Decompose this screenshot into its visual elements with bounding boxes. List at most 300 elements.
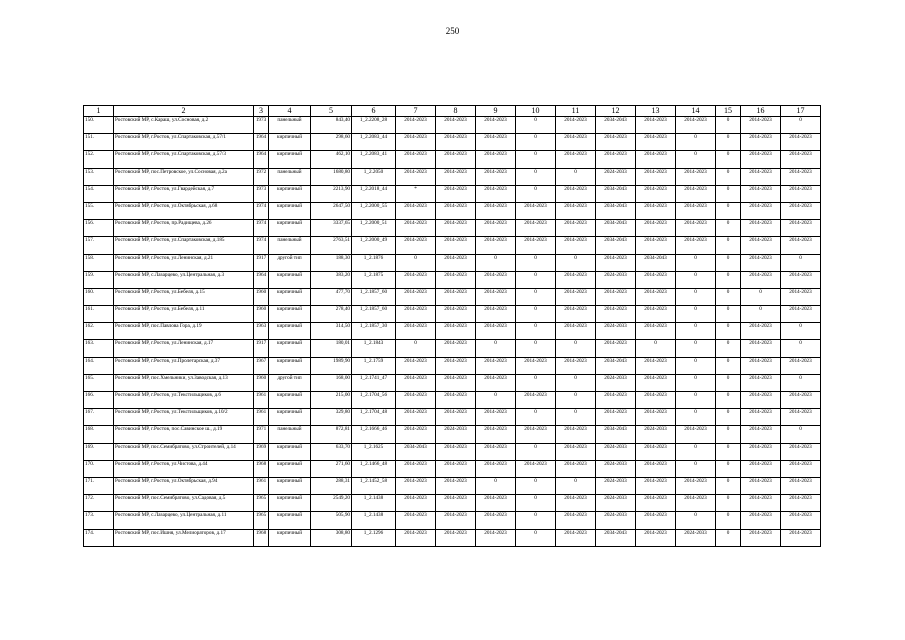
table-cell: 2014-2023 [781,495,821,512]
table-cell: 1_2.2000_55 [352,202,396,219]
address-cell: Ростовский МР, пос.Семибратово, ул.Садовая, д.5 [114,495,254,512]
table-cell: 1_2.2000_49 [352,237,396,254]
table-cell: 2014-2023 [516,426,556,443]
table-cell: кирпичный [269,340,311,357]
table-cell: 2014-2023 [476,202,516,219]
row-number: 164. [84,357,114,374]
table-cell: 0 [516,512,556,529]
table-cell: 2014-2023 [596,340,636,357]
row-number: 155. [84,202,114,219]
table-cell: другой тип [269,254,311,271]
table-cell: 2014-2023 [476,168,516,185]
table-cell: 2014-2023 [556,271,596,288]
table-cell: 2647,50 [311,202,352,219]
table-cell: 2014-2023 [741,151,781,168]
table-cell: кирпичный [269,323,311,340]
table-cell: 2014-2023 [636,202,676,219]
table-cell: 1_2.2000_51 [352,220,396,237]
table-row [84,460,821,477]
row-number: 165. [84,374,114,391]
table-cell: 1_2.1857_60 [352,306,396,323]
table-cell: 1_2.1876 [352,254,396,271]
table-cell: 2014-2023 [636,357,676,374]
table-cell: 0 [781,117,821,134]
column-header-17: 17 [781,106,821,117]
table-cell: 2014-2023 [676,477,716,494]
table-cell: 2014-2023 [476,495,516,512]
table-cell: 0 [516,409,556,426]
table-cell: 0 [716,477,741,494]
address-cell: Ростовский МР, г.Ростов, ул.Текстильщиков, д.10/2 [114,409,254,426]
column-header-6: 6 [352,106,396,117]
table-cell: 1972 [254,168,269,185]
column-header-14: 14 [676,106,716,117]
table-cell: 2014-2023 [436,254,476,271]
table-cell: 2014-2023 [556,202,596,219]
table-cell: 1_2.1857_30 [352,323,396,340]
table-cell: 1_2.1843 [352,340,396,357]
address-cell: Ростовский МР, с.Лазарцево, ул.Центральная, д.3 [114,271,254,288]
table-cell: 0 [741,306,781,323]
table-row [84,529,821,546]
table-cell: 0 [676,374,716,391]
table-cell: 0 [716,271,741,288]
table-cell: 2763,51 [311,237,352,254]
table-cell: 2014-2023 [436,202,476,219]
table-cell: 1680,80 [311,168,352,185]
table-cell: 2014-2023 [396,168,436,185]
table-cell: 2014-2023 [556,134,596,151]
table-cell: 2014-2023 [556,237,596,254]
table-cell: 2014-2023 [636,512,676,529]
table-cell: 2014-2023 [476,409,516,426]
table-cell: 0 [676,288,716,305]
table-cell: 2034-2043 [596,220,636,237]
table-cell: 2014-2023 [396,202,436,219]
table-cell: 1_2.1625 [352,443,396,460]
table-cell: 0 [476,392,516,409]
table-cell: 0 [516,288,556,305]
table-cell: 2034-2043 [596,202,636,219]
table-row [84,357,821,374]
table-cell: 2014-2023 [396,426,436,443]
table-cell: 2014-2023 [436,477,476,494]
table-cell: 2024-2033 [596,271,636,288]
table-cell: 180,01 [311,340,352,357]
table-cell: 1_2.1857_60 [352,288,396,305]
table-cell: 2014-2023 [741,357,781,374]
row-number: 166. [84,392,114,409]
table-cell: 1974 [254,202,269,219]
table-cell: 0 [716,202,741,219]
table-cell: 0 [716,460,741,477]
table-cell: 1973 [254,117,269,134]
column-header-4: 4 [269,106,311,117]
table-cell: 2014-2023 [741,409,781,426]
table-cell: 1964 [254,271,269,288]
table-cell: 0 [516,254,556,271]
table-row [84,254,821,271]
table-cell: 2014-2023 [516,202,556,219]
table-cell: 0 [516,117,556,134]
table-cell: 1964 [254,134,269,151]
table-cell: 2014-2023 [781,460,821,477]
table-cell: 0 [676,271,716,288]
table-cell: 288,31 [311,477,352,494]
table-cell: 0 [676,460,716,477]
table-cell: 2014-2023 [636,460,676,477]
table-cell: 1_2.1704_48 [352,409,396,426]
table-cell: 2014-2023 [476,185,516,202]
column-header-7: 7 [396,106,436,117]
table-cell: 2014-2023 [636,185,676,202]
table-row [84,323,821,340]
row-number: 156. [84,220,114,237]
row-number: 162. [84,323,114,340]
table-cell: 0 [516,340,556,357]
table-cell: 1971 [254,426,269,443]
table-cell: 0 [716,495,741,512]
table-cell: 2014-2023 [781,134,821,151]
table-cell: 0 [716,392,741,409]
table-cell: 2014-2023 [596,288,636,305]
column-header-15: 15 [716,106,741,117]
table-cell: панельный [269,168,311,185]
table-cell: кирпичный [269,460,311,477]
column-header-11: 11 [556,106,596,117]
table-cell: 1967 [254,357,269,374]
table-cell: 2014-2023 [396,134,436,151]
row-number: 154. [84,185,114,202]
table-cell: 2014-2023 [476,117,516,134]
table-cell: 0 [516,323,556,340]
row-number: 174. [84,529,114,546]
table-cell: 2014-2023 [516,392,556,409]
row-number: 169. [84,443,114,460]
row-number: 167. [84,409,114,426]
column-header-13: 13 [636,106,676,117]
table-row [84,374,821,391]
table-cell: 2014-2023 [636,151,676,168]
table-cell: 843,40 [311,117,352,134]
table-cell: 0 [716,323,741,340]
column-header-12: 12 [596,106,636,117]
table-cell: 2014-2023 [396,237,436,254]
row-number: 161. [84,306,114,323]
table-cell: 2014-2023 [596,134,636,151]
table-cell: 2014-2023 [436,151,476,168]
table-cell: 2014-2023 [596,409,636,426]
table-cell: 2014-2023 [636,323,676,340]
table-cell: 2014-2023 [781,512,821,529]
table-row [84,220,821,237]
table-cell: 2014-2023 [741,529,781,546]
table-cell: 2014-2023 [476,306,516,323]
table-cell: 0 [716,529,741,546]
table-cell: 2014-2023 [636,443,676,460]
table-cell: другой тип [269,374,311,391]
table-cell: 2014-2023 [636,529,676,546]
table-cell: 1968 [254,529,269,546]
table-cell: 0 [476,254,516,271]
table-cell: 2024-2033 [596,495,636,512]
table-cell: 2014-2023 [396,477,436,494]
table-cell: 1960 [254,306,269,323]
table-cell: 2014-2023 [741,512,781,529]
table-cell: 2014-2023 [676,426,716,443]
table-cell: 0 [556,374,596,391]
table-cell: 1_2.1296 [352,529,396,546]
address-cell: Ростовский МР, г.Ростов, ул.Спартаковская, д.57/3 [114,151,254,168]
table-cell: 2014-2023 [636,220,676,237]
table-cell: 0 [516,185,556,202]
table-cell: 2014-2023 [676,220,716,237]
address-cell: Ростовский МР, г.Ростов, ул.Октябрьская, д.94 [114,477,254,494]
table-row [84,202,821,219]
table-cell: 0 [516,495,556,512]
table-cell: 0 [716,151,741,168]
table-cell: 2014-2023 [781,357,821,374]
table-cell: панельный [269,237,311,254]
table-cell: 2014-2023 [636,237,676,254]
table-cell: 1_2.2018_44 [352,185,396,202]
table-cell: 278,40 [311,306,352,323]
table-cell: 1_2.2050 [352,168,396,185]
address-cell: Ростовский МР, г.Ростов, ул.Чистова, д.44 [114,460,254,477]
table-cell: 1_2.1875 [352,271,396,288]
table-cell: 0 [716,306,741,323]
row-number: 170. [84,460,114,477]
table-cell: 1968 [254,460,269,477]
table-cell: 2014-2023 [436,288,476,305]
table-cell: 1973 [254,185,269,202]
table-cell: 2014-2023 [781,185,821,202]
table-cell: 872,81 [311,426,352,443]
table-cell: кирпичный [269,202,311,219]
table-cell: 2014-2023 [476,237,516,254]
table-cell: 1_2.2208_28 [352,117,396,134]
table-cell: кирпичный [269,151,311,168]
table-cell: 1974 [254,237,269,254]
table-cell: 0 [716,288,741,305]
table-cell: 2014-2023 [741,202,781,219]
table-cell: 2014-2023 [781,443,821,460]
table-cell: 0 [781,374,821,391]
table-cell: 1989,90 [311,357,352,374]
table-cell: 2014-2023 [436,495,476,512]
table-cell: 1917 [254,340,269,357]
table-cell: 308,80 [311,529,352,546]
table-cell: 0 [676,392,716,409]
table-cell: 0 [716,340,741,357]
table-cell: 2014-2023 [741,495,781,512]
table-cell: 2014-2023 [396,271,436,288]
table-cell: 2014-2023 [516,237,556,254]
table-cell: 2014-2023 [676,202,716,219]
table-cell: 2014-2023 [741,168,781,185]
table-row [84,168,821,185]
table-cell: 0 [716,409,741,426]
address-cell: Ростовский МР, г.Ростов, ул.Ленинская, д.17 [114,340,254,357]
column-header-2: 2 [114,106,254,117]
table-cell: 1_2.1438 [352,512,396,529]
table-cell: 383,20 [311,271,352,288]
table-cell: 2014-2023 [396,512,436,529]
table-cell: 2014-2023 [676,237,716,254]
table-cell: 2014-2023 [436,340,476,357]
table-cell: 2014-2023 [556,220,596,237]
table-cell: кирпичный [269,443,311,460]
table-row [84,340,821,357]
table-cell: 2213,90 [311,185,352,202]
table-cell: 0 [556,409,596,426]
table-cell: 1917 [254,254,269,271]
column-header-1: 1 [84,106,114,117]
table-row [84,426,821,443]
table-cell: 0 [676,306,716,323]
table-cell: 2014-2023 [781,477,821,494]
table-cell: 2014-2023 [556,306,596,323]
table-cell: 2014-2023 [556,512,596,529]
table-cell: 1960 [254,288,269,305]
column-header-16: 16 [741,106,781,117]
table-cell: 2014-2023 [741,460,781,477]
table-cell: 0 [676,134,716,151]
table-cell: 0 [676,357,716,374]
table-cell: 2014-2023 [636,477,676,494]
table-cell: * [396,185,436,202]
table-cell: 2014-2023 [741,134,781,151]
table-cell: 477,70 [311,288,352,305]
table-cell: кирпичный [269,529,311,546]
table-cell: 2014-2023 [741,392,781,409]
table-cell: 1964 [254,151,269,168]
table-cell: панельный [269,426,311,443]
table-cell: кирпичный [269,185,311,202]
table-cell: 0 [716,117,741,134]
address-cell: Ростовский МР, с.Караш, ул.Сосновая, д.2 [114,117,254,134]
address-cell: Ростовский МР, г.Ростов, ул.Пролетарская, д.37 [114,357,254,374]
table-cell: 0 [556,392,596,409]
table-cell: 2014-2023 [636,495,676,512]
table-cell: 2034-2043 [596,237,636,254]
table-cell: 2014-2023 [636,288,676,305]
table-cell: 2014-2023 [636,409,676,426]
table-cell: 2014-2023 [396,151,436,168]
address-cell: Ростовский МР, пос.Ишня, ул.Мелиораторов, д.17 [114,529,254,546]
column-header-10: 10 [516,106,556,117]
table-cell: 0 [476,477,516,494]
address-cell: Ростовский МР, г.Ростов, ул.Ленинская, д.21 [114,254,254,271]
table-cell: 505,90 [311,512,352,529]
table-cell: 2014-2023 [556,460,596,477]
table-cell: 2014-2023 [781,288,821,305]
table-cell: 2024-2033 [596,460,636,477]
table-cell: 2014-2023 [636,392,676,409]
table-cell: 1_2.2083_41 [352,151,396,168]
table-cell: 0 [781,426,821,443]
table-cell: 2014-2023 [516,357,556,374]
row-number: 158. [84,254,114,271]
table-row [84,237,821,254]
table-cell: 2014-2023 [436,271,476,288]
table-cell: 2014-2023 [476,134,516,151]
table-cell: кирпичный [269,409,311,426]
table-cell: 2014-2023 [556,495,596,512]
housing-register-table [83,105,821,547]
table-cell: 0 [556,254,596,271]
table-cell: 329,80 [311,409,352,426]
table-cell: 0 [516,374,556,391]
table-cell: 2014-2023 [556,529,596,546]
table-cell: 0 [781,340,821,357]
address-cell: Ростовский МР, пос.Хмельники, ул.Заводская, д.13 [114,374,254,391]
table-cell: 0 [676,323,716,340]
table-row [84,134,821,151]
table-cell: 1969 [254,443,269,460]
table-cell: 0 [516,168,556,185]
table-cell: 2014-2023 [436,168,476,185]
table-cell: 0 [716,512,741,529]
table-cell: 633,70 [311,443,352,460]
table-cell: 0 [741,288,781,305]
table-cell: 2024-2033 [596,323,636,340]
table-cell: 2014-2023 [396,529,436,546]
table-cell: 2014-2023 [781,271,821,288]
table-cell: 2014-2023 [781,409,821,426]
table-cell: 1961 [254,477,269,494]
table-cell: 0 [556,340,596,357]
table-row [84,306,821,323]
table-row [84,512,821,529]
table-cell: 2014-2023 [741,443,781,460]
address-cell: Ростовский МР, г.Ростов, ул.Гвардейская, д.7 [114,185,254,202]
address-cell: Ростовский МР, пос.Петровское, ул.Сосновая, д.2а [114,168,254,185]
table-cell: 2034-2043 [596,529,636,546]
table-cell: 2014-2023 [436,220,476,237]
table-cell: 0 [516,151,556,168]
table-row [84,117,821,134]
table-cell: 1965 [254,495,269,512]
table-cell: 168,00 [311,374,352,391]
table-cell: 2024-2033 [676,529,716,546]
table-cell: 2014-2023 [781,202,821,219]
table-cell: 2014-2023 [476,271,516,288]
table-cell: 2014-2023 [556,443,596,460]
table-cell: 2014-2023 [396,495,436,512]
table-cell: 2014-2023 [436,237,476,254]
table-cell: 1974 [254,220,269,237]
table-cell: 2014-2023 [396,409,436,426]
address-cell: Ростовский МР, г.Ростов, ул.Бебеля, д.15 [114,288,254,305]
table-cell: 0 [396,254,436,271]
table-cell: 2014-2023 [436,529,476,546]
table-cell: 1_2.1466_48 [352,460,396,477]
table-cell: 1_2.1704_56 [352,392,396,409]
table-cell: 2014-2023 [596,392,636,409]
table-cell: 2014-2023 [676,117,716,134]
table-cell: 0 [781,323,821,340]
table-cell: 2014-2023 [781,306,821,323]
table-cell: 2014-2023 [436,443,476,460]
table-body [84,117,821,547]
table-cell: 2024-2033 [596,168,636,185]
table-cell: кирпичный [269,495,311,512]
table-row [84,409,821,426]
table-cell: 2014-2023 [741,237,781,254]
table-cell: 2014-2023 [741,117,781,134]
table-cell: 0 [516,134,556,151]
